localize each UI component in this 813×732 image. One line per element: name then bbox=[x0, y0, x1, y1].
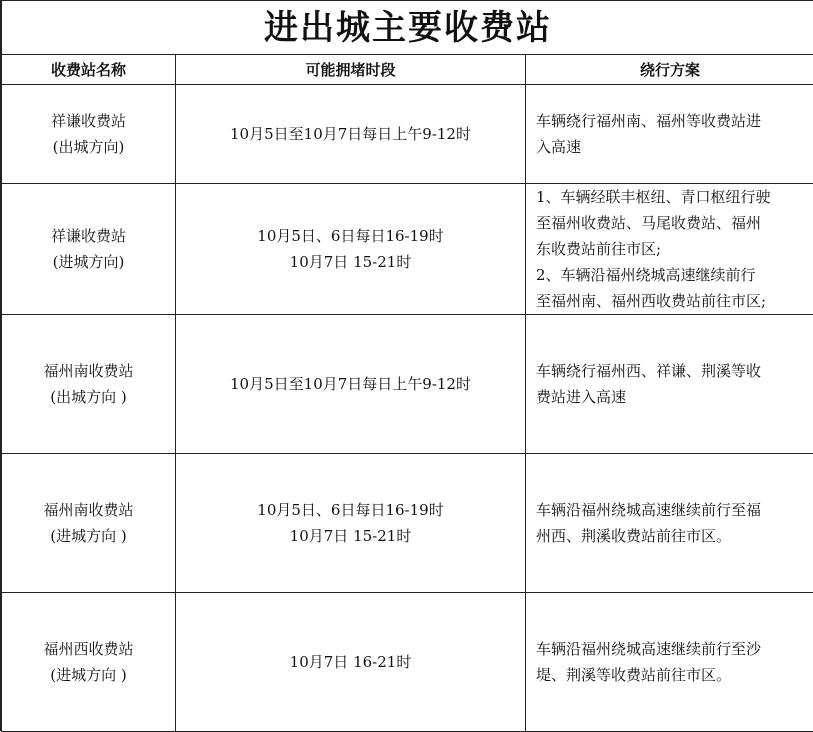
header-congestion-period: 可能拥堵时段 bbox=[176, 55, 526, 85]
detour-line: 1、车辆经联丰枢纽、青口枢纽行驶 bbox=[536, 184, 808, 210]
station-name-cell bbox=[2, 593, 176, 732]
detour-line: 车辆绕行福州西、祥谦、荆溪等收 bbox=[536, 358, 808, 384]
table-row bbox=[2, 85, 813, 184]
detour-line: 2、车辆沿福州绕城高速继续前行 bbox=[536, 262, 808, 288]
detour-cell bbox=[526, 315, 813, 454]
table-row bbox=[2, 593, 813, 732]
station-direction: (出城方向) bbox=[2, 134, 175, 160]
period-cell bbox=[176, 315, 526, 454]
detour-line: 车辆绕行福州南、福州等收费站进 bbox=[536, 108, 808, 134]
station-name-cell bbox=[2, 184, 176, 315]
detour-line: 州西、荆溪收费站前往市区。 bbox=[536, 523, 808, 549]
station-name: 福州西收费站 bbox=[2, 636, 175, 662]
detour-line: 至福州收费站、马尾收费站、福州 bbox=[536, 210, 808, 236]
station-name: 福州南收费站 bbox=[2, 497, 175, 523]
table-row bbox=[2, 184, 813, 315]
detour-line: 车辆沿福州绕城高速继续前行至沙 bbox=[536, 636, 808, 662]
station-name: 祥谦收费站 bbox=[2, 223, 175, 249]
period-line: 10月7日 15-21时 bbox=[176, 523, 525, 549]
period-line: 10月5日、6日每日16-19时 bbox=[176, 223, 525, 249]
period-line: 10月5日、6日每日16-19时 bbox=[176, 497, 525, 523]
station-direction: (进城方向 ) bbox=[2, 523, 175, 549]
detour-cell bbox=[526, 593, 813, 732]
station-name: 祥谦收费站 bbox=[2, 108, 175, 134]
table-row bbox=[2, 454, 813, 593]
station-name-cell bbox=[2, 85, 176, 184]
table-row bbox=[2, 315, 813, 454]
period-cell bbox=[176, 184, 526, 315]
header-row bbox=[2, 55, 813, 85]
detour-line: 入高速 bbox=[536, 134, 808, 160]
detour-line: 堤、荆溪等收费站前往市区。 bbox=[536, 662, 808, 688]
station-name-cell bbox=[2, 315, 176, 454]
header-detour-plan: 绕行方案 bbox=[526, 55, 813, 85]
toll-station-table bbox=[1, 0, 813, 732]
detour-line: 东收费站前往市区; bbox=[536, 236, 808, 262]
detour-line: 费站进入高速 bbox=[536, 384, 808, 410]
station-direction: (出城方向 ) bbox=[2, 384, 175, 410]
table-title: 进出城主要收费站 bbox=[2, 1, 813, 55]
detour-cell bbox=[526, 85, 813, 184]
detour-cell bbox=[526, 454, 813, 593]
station-name: 福州南收费站 bbox=[2, 358, 175, 384]
period-line: 10月7日 15-21时 bbox=[176, 249, 525, 275]
station-name-cell bbox=[2, 454, 176, 593]
station-direction: (进城方向 ) bbox=[2, 662, 175, 688]
period-cell bbox=[176, 454, 526, 593]
period-line: 10月5日至10月7日每日上午9-12时 bbox=[176, 121, 525, 147]
period-line: 10月7日 16-21时 bbox=[176, 649, 525, 675]
period-cell bbox=[176, 593, 526, 732]
station-direction: (进城方向) bbox=[2, 249, 175, 275]
header-station-name: 收费站名称 bbox=[2, 55, 176, 85]
period-cell bbox=[176, 85, 526, 184]
title-row bbox=[2, 1, 813, 55]
detour-cell bbox=[526, 184, 813, 315]
detour-line: 车辆沿福州绕城高速继续前行至福 bbox=[536, 497, 808, 523]
period-line: 10月5日至10月7日每日上午9-12时 bbox=[176, 371, 525, 397]
detour-line: 至福州南、福州西收费站前往市区; bbox=[536, 288, 808, 314]
